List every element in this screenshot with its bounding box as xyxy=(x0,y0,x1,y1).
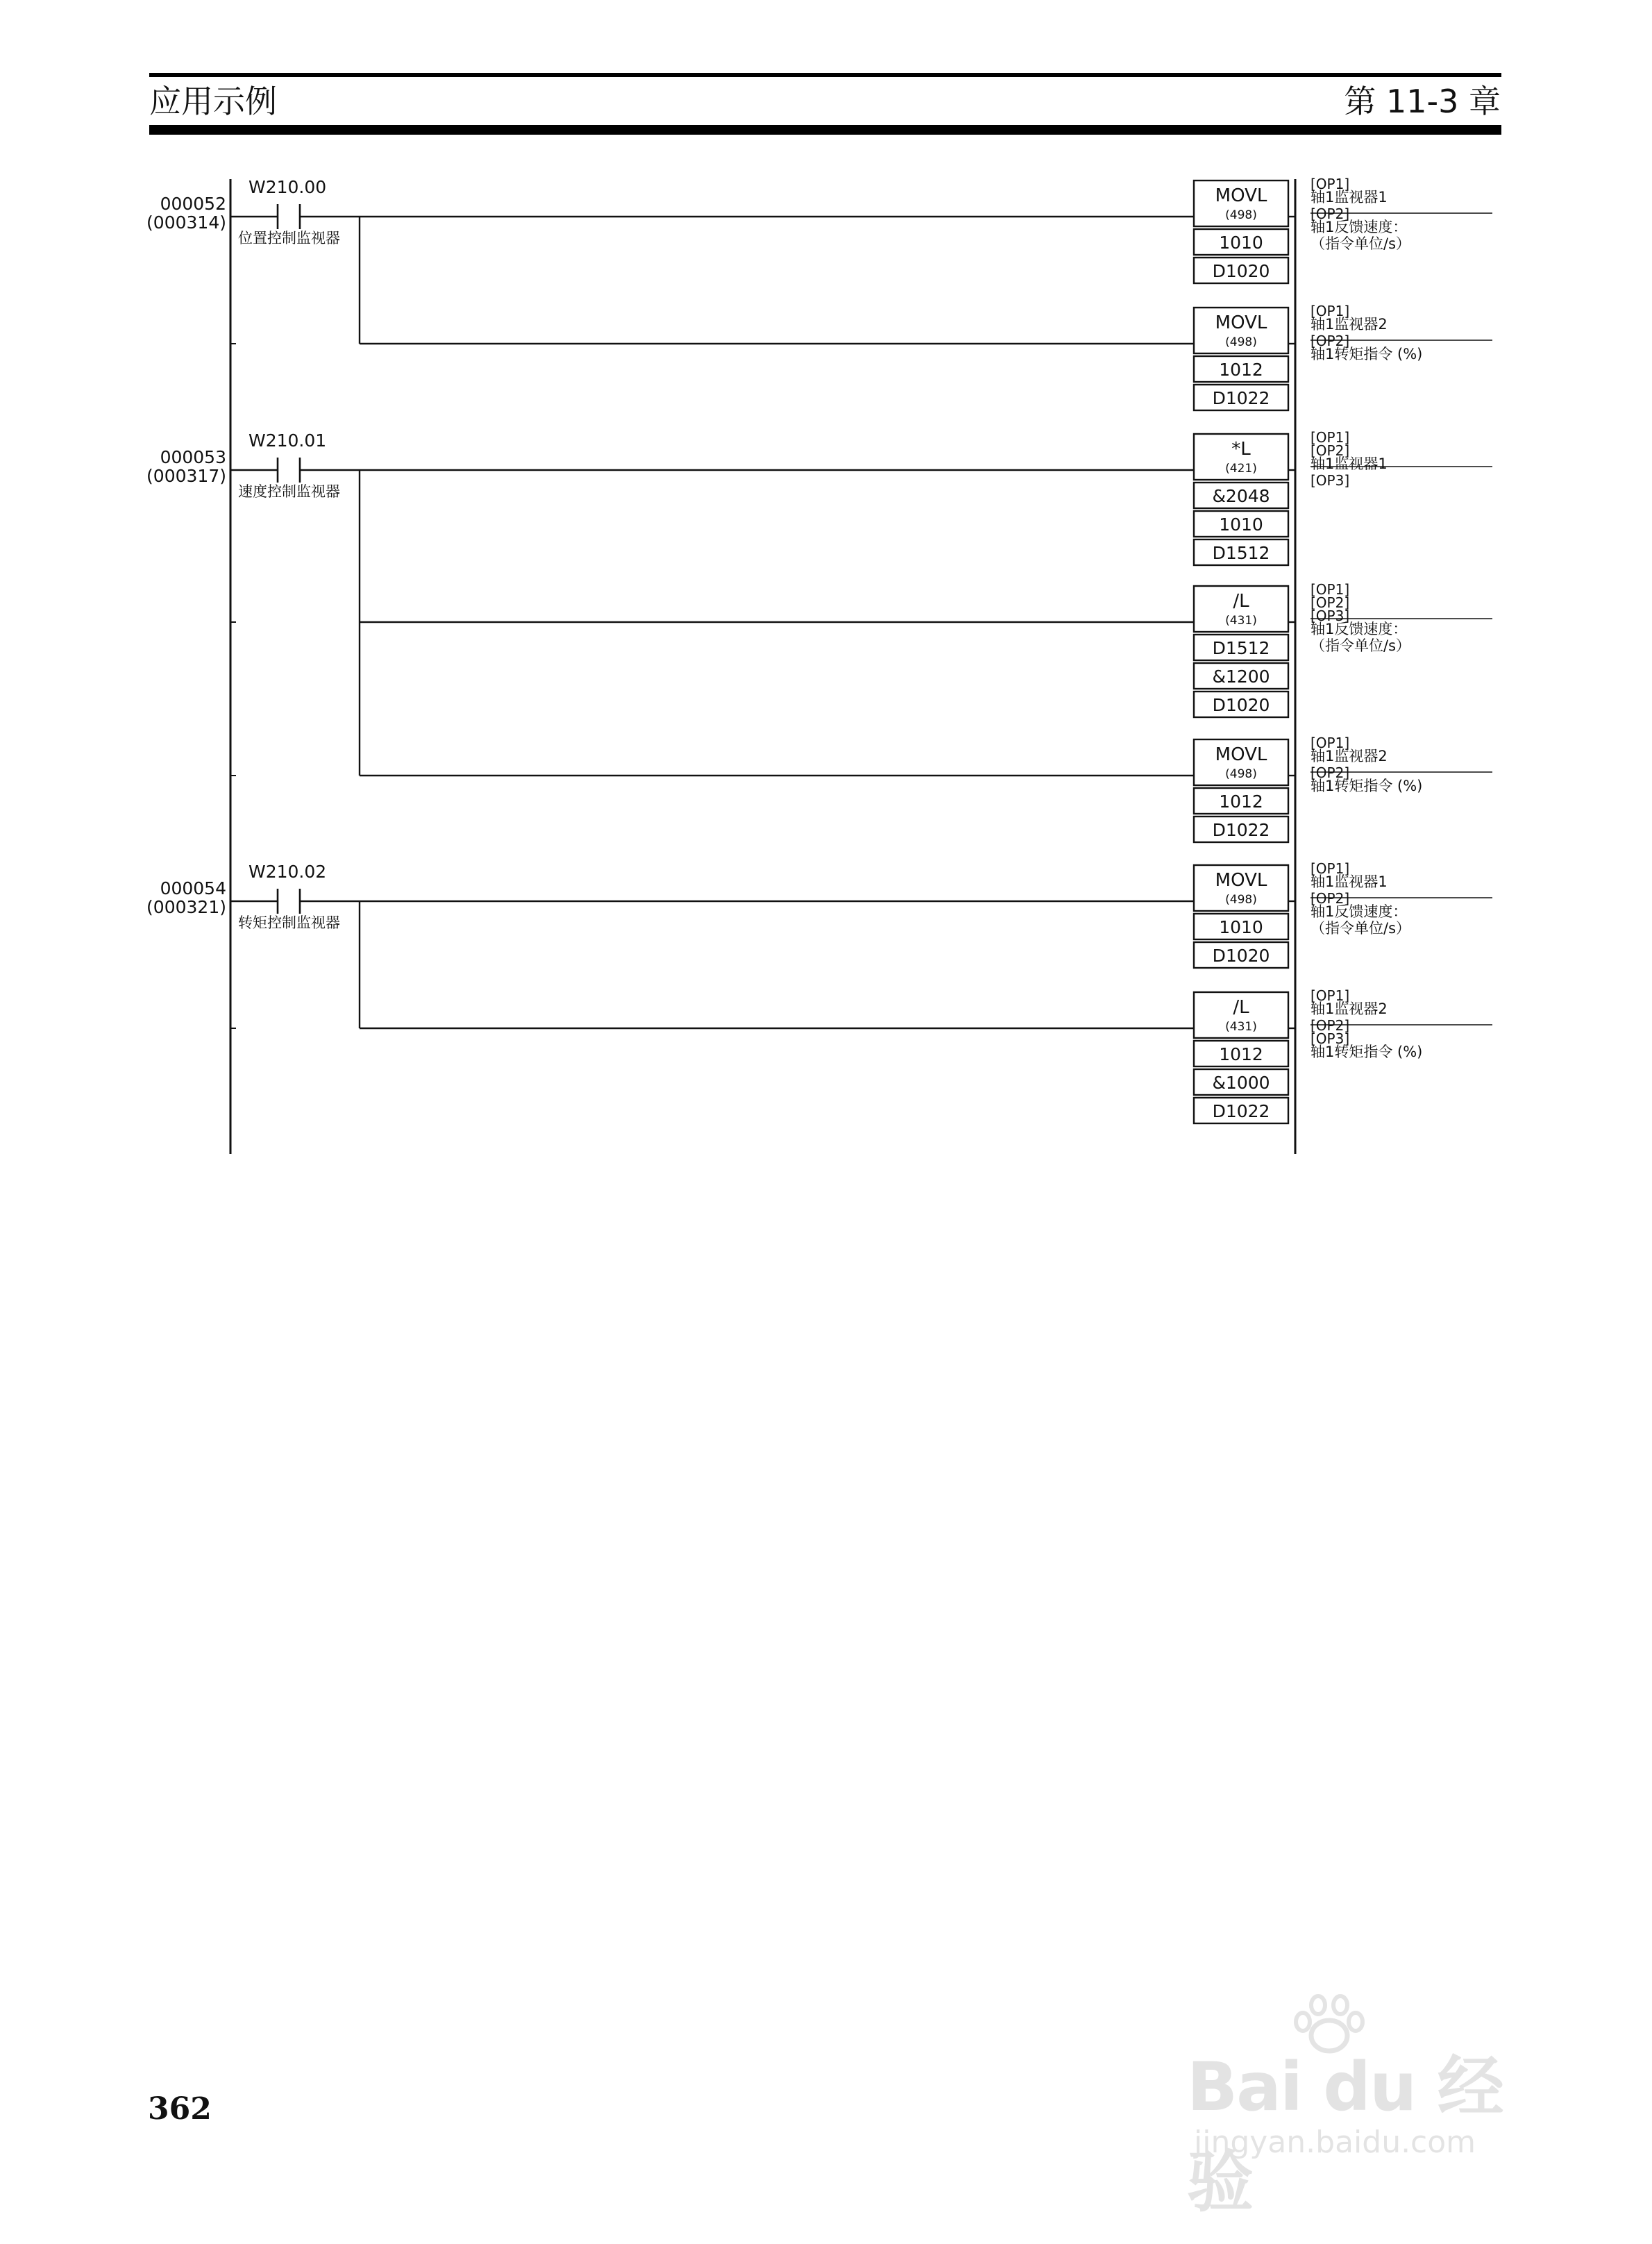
rung-address: (000321) xyxy=(146,897,226,917)
operand-comment: [OP3] xyxy=(1310,1030,1350,1047)
operand-value: D1020 xyxy=(1212,261,1270,281)
rung-step-number: 000053 xyxy=(160,447,226,467)
operand-comment: [OP2] xyxy=(1310,442,1350,459)
operand-comment: [OP1] xyxy=(1310,860,1350,877)
operand-comment: 轴1监视器1 xyxy=(1310,455,1388,472)
operand-value: D1020 xyxy=(1212,946,1270,966)
contact-comment: 速度控制监视器 xyxy=(238,483,340,500)
instruction-mnemonic: /L xyxy=(1233,591,1249,612)
rung-step-number: 000052 xyxy=(160,194,226,214)
instruction-function-code: (498) xyxy=(1225,767,1257,781)
instruction-mnemonic: MOVL xyxy=(1215,744,1267,765)
instruction-function-code: (421) xyxy=(1225,462,1257,476)
instruction-mnemonic: MOVL xyxy=(1215,185,1267,206)
operand-value: D1022 xyxy=(1212,1101,1270,1121)
operand-comment: [OP1] xyxy=(1310,735,1350,751)
operand-comment: 轴1反馈速度： xyxy=(1310,903,1408,920)
operand-comment: [OP3] xyxy=(1310,472,1350,489)
operand-comment: 轴1反馈速度： xyxy=(1310,621,1408,637)
rung-address: (000317) xyxy=(146,466,226,486)
operand-comment: [OP2] xyxy=(1310,764,1350,781)
operand-comment: 轴1反馈速度： xyxy=(1310,219,1408,235)
operand-comment: [OP1] xyxy=(1310,429,1350,446)
contact-comment: 转矩控制监视器 xyxy=(238,914,340,931)
operand-comment: 轴1监视器2 xyxy=(1310,316,1388,333)
operand-comment: 轴1监视器2 xyxy=(1310,1000,1388,1017)
operand-comment: [OP2] xyxy=(1310,594,1350,611)
operand-comment: [OP2] xyxy=(1310,333,1350,349)
section-title: 应用示例 xyxy=(149,83,277,120)
operand-comment: [OP1] xyxy=(1310,987,1350,1004)
instruction-mnemonic: /L xyxy=(1233,997,1249,1018)
operand-comment: 轴1监视器1 xyxy=(1310,189,1388,206)
operand-value: 1010 xyxy=(1219,233,1263,253)
operand-value: &1000 xyxy=(1212,1073,1270,1093)
operand-comment: 轴1监视器2 xyxy=(1310,748,1388,764)
instruction-function-code: (431) xyxy=(1225,1020,1257,1034)
page-number: 362 xyxy=(148,2091,212,2127)
contact-operand: W210.00 xyxy=(248,177,327,197)
operand-comment: （指令单位/s） xyxy=(1310,637,1411,654)
operand-value: D1512 xyxy=(1212,638,1270,658)
operand-value: 1010 xyxy=(1219,514,1263,535)
watermark-url: jingyan.baidu.com xyxy=(1194,2125,1476,2160)
operand-value: &1200 xyxy=(1212,667,1270,687)
operand-value: D1022 xyxy=(1212,820,1270,840)
operand-comment: [OP2] xyxy=(1310,206,1350,222)
operand-comment: 轴1监视器1 xyxy=(1310,873,1388,890)
operand-value: &2048 xyxy=(1212,486,1270,506)
operand-value: D1512 xyxy=(1212,543,1270,563)
operand-comment: （指令单位/s） xyxy=(1310,235,1411,252)
operand-comment: [OP1] xyxy=(1310,303,1350,319)
rung-step-number: 000054 xyxy=(160,878,226,898)
operand-value: 1012 xyxy=(1219,360,1263,380)
instruction-function-code: (498) xyxy=(1225,335,1257,349)
operand-comment: 轴1转矩指令 (%) xyxy=(1310,346,1423,362)
operand-value: 1010 xyxy=(1219,917,1263,937)
instruction-mnemonic: *L xyxy=(1231,439,1251,460)
contact-comment: 位置控制监视器 xyxy=(238,230,340,246)
operand-comment: （指令单位/s） xyxy=(1310,920,1411,937)
operand-comment: [OP3] xyxy=(1310,608,1350,624)
operand-value: 1012 xyxy=(1219,792,1263,812)
contact-operand: W210.01 xyxy=(248,430,327,451)
chapter-label: 第 11-3 章 xyxy=(1344,83,1501,120)
operand-comment: [OP2] xyxy=(1310,890,1350,907)
operand-comment: [OP2] xyxy=(1310,1017,1350,1034)
contact-operand: W210.02 xyxy=(248,862,327,882)
instruction-function-code: (498) xyxy=(1225,893,1257,907)
operand-comment: 轴1转矩指令 (%) xyxy=(1310,778,1423,794)
operand-comment: [OP1] xyxy=(1310,176,1350,192)
operand-comment: 轴1转矩指令 (%) xyxy=(1310,1044,1423,1060)
operand-value: 1012 xyxy=(1219,1044,1263,1064)
operand-value: D1020 xyxy=(1212,695,1270,715)
instruction-function-code: (431) xyxy=(1225,614,1257,628)
instruction-function-code: (498) xyxy=(1225,208,1257,222)
instruction-mnemonic: MOVL xyxy=(1215,312,1267,333)
watermark-brand: Bai du 经验 xyxy=(1187,2048,1503,2221)
baidu-watermark xyxy=(1166,1993,1555,2221)
operand-value: D1022 xyxy=(1212,388,1270,408)
operand-comment: [OP1] xyxy=(1310,581,1350,598)
rung-address: (000314) xyxy=(146,212,226,233)
instruction-mnemonic: MOVL xyxy=(1215,870,1267,891)
